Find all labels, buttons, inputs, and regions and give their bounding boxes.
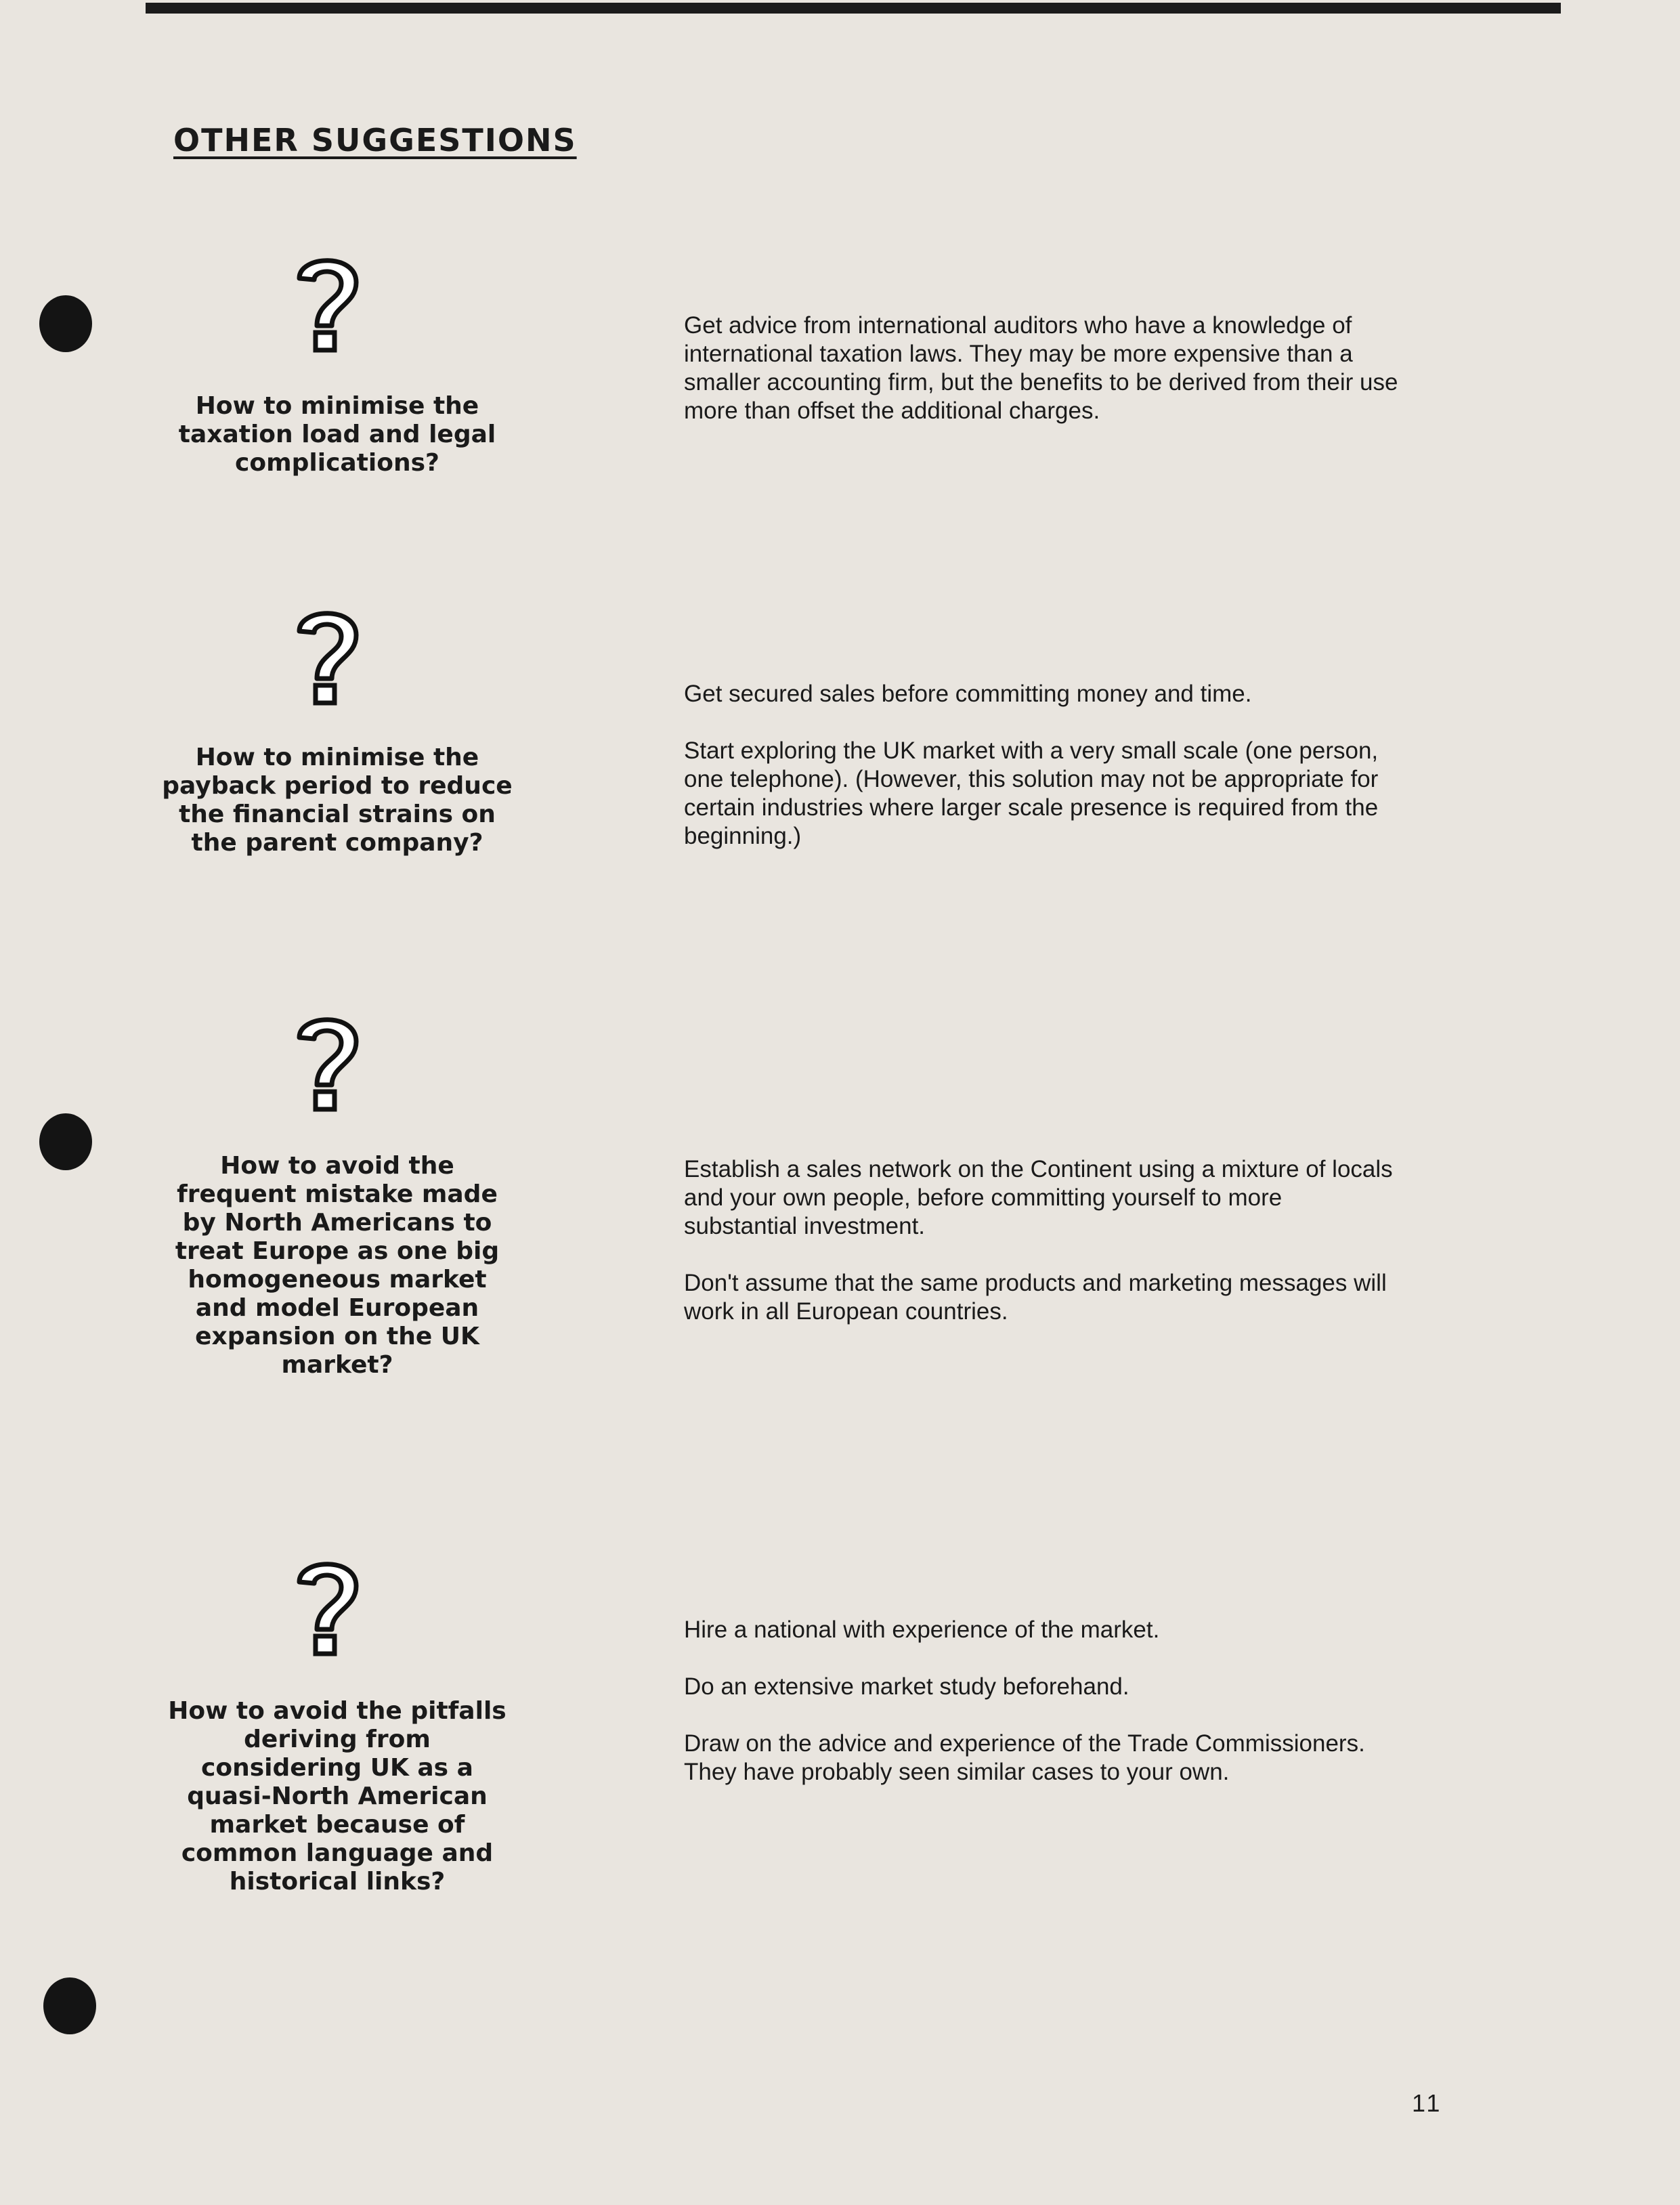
answer-text: Establish a sales network on the Continent using a mixture of locals and your own people, before committing yourself to more substantial investment. <box>684 1156 1393 1239</box>
page-title: OTHER SUGGESTIONS <box>173 122 577 158</box>
answer-text: Don't assume that the same products and marketing messages will work in all European countries. <box>684 1270 1387 1325</box>
answer-text: Get secured sales before committing money and time. <box>684 681 1252 707</box>
answer-text: Start exploring the UK market with a very small scale (one person, one telephone). (However, this solution may not be appropriate for certain industries where larger scale presence is required from the beginning.) <box>684 737 1379 849</box>
punch-hole-middle <box>39 1113 92 1170</box>
answer-block-europe-market <box>684 1155 1402 1354</box>
punch-hole-top <box>39 295 92 352</box>
question-mark-icon <box>287 1551 368 1659</box>
top-rule <box>146 3 1561 14</box>
answer-block-taxation <box>684 312 1402 454</box>
question-mark-icon <box>287 247 368 356</box>
question-mark-icon <box>287 600 368 708</box>
answer-text: Do an extensive market study beforehand. <box>684 1673 1129 1700</box>
answer-text: Get advice from international auditors who have a knowledge of international taxation laws. They may be more expensive than a smaller accounting firm, but the benefits to be derived from their use more than offset the additional charges. <box>684 312 1398 424</box>
page-number: 11 <box>1412 2089 1443 2117</box>
answer-text: Draw on the advice and experience of the Trade Commissioners. They have probably seen similar cases to your own. <box>684 1730 1365 1785</box>
question-payback: How to minimise the payback period to reduce the financial strains on the parent company? <box>162 744 513 857</box>
question-taxation: How to minimise the taxation load and legal complications? <box>178 392 496 477</box>
answer-block-payback <box>684 680 1402 879</box>
answer-block-uk-pitfalls <box>684 1616 1402 1815</box>
answer-text: Hire a national with experience of the market. <box>684 1617 1160 1643</box>
question-mark-icon <box>287 1006 368 1115</box>
punch-hole-bottom <box>43 1977 96 2034</box>
question-uk-pitfalls: How to avoid the pitfalls deriving from considering UK as a quasi-North American market because of common language and historical links? <box>168 1697 507 1896</box>
question-europe-market: How to avoid the frequent mistake made by North Americans to treat Europe as one big homogeneous market and model European expansion on the UK market? <box>175 1152 500 1379</box>
